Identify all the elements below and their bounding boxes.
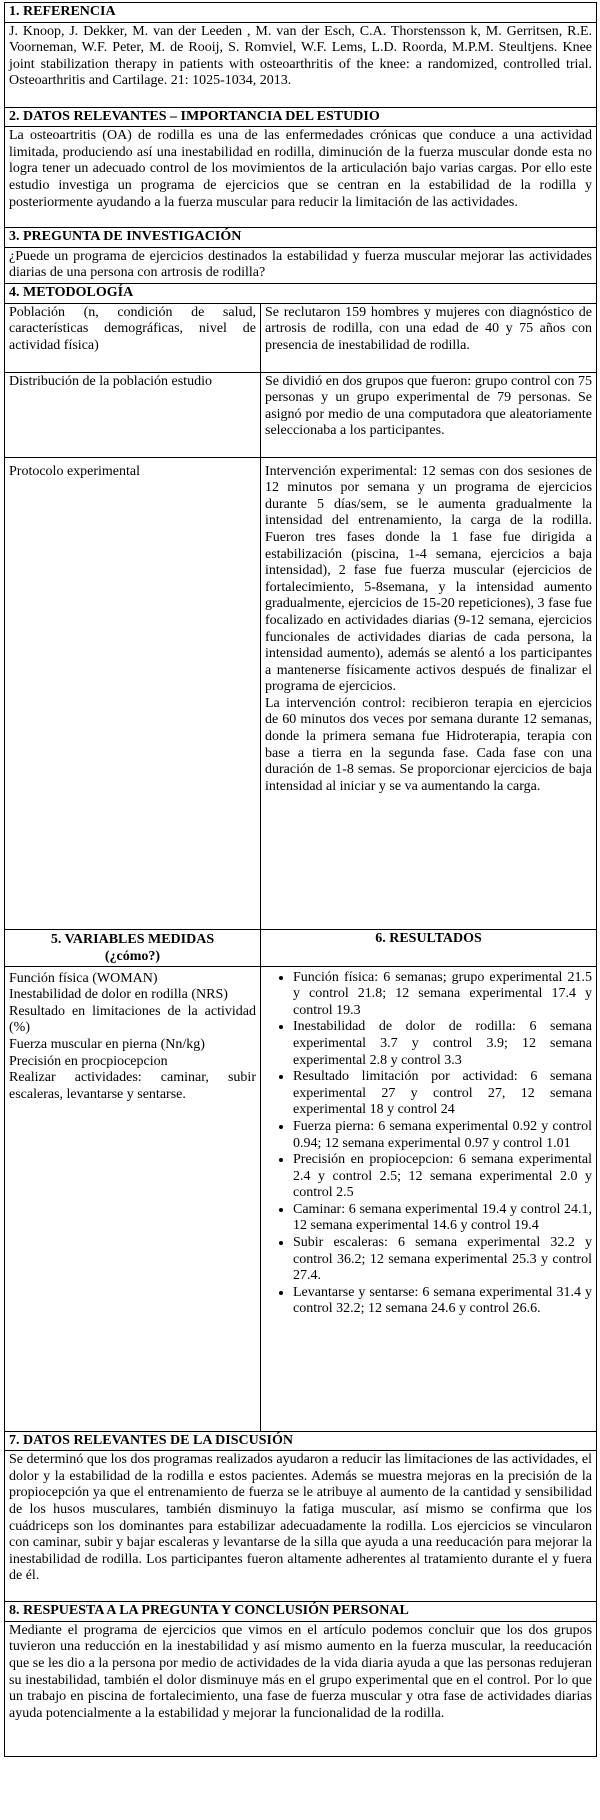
- result-item: • Inestabilidad de dolor de rodilla: 6 semana experimental 3.7 y control 3.9; 12 semana experimental 2.8 y control 3.3: [293, 1019, 592, 1069]
- section-pregunta-header: [5, 228, 597, 248]
- variable-item: Resultado en limitaciones de la actividad (%): [9, 1003, 256, 1036]
- section-conclusion-header: [5, 1602, 597, 1622]
- method-label: Protocolo experimental: [5, 457, 261, 929]
- question-text: ¿Puede un programa de ejercicios destinados la estabilidad y fuerza muscular mejorar las actividades diarias de una persona con artrosis de rodilla?: [5, 247, 597, 283]
- method-label: Distribución de la población estudio: [5, 372, 261, 457]
- section-pregunta-body: [5, 247, 597, 283]
- section-title: 8. RESPUESTA A LA PREGUNTA Y CONCLUSIÓN PERSONAL: [5, 1602, 597, 1622]
- result-item: • Resultado limitación por actividad: 6 semana experimental 27 y control 27, 12 semana experimental 18 y control 24: [293, 1069, 592, 1119]
- section-importancia-body: [5, 127, 597, 228]
- section-title: 7. DATOS RELEVANTES DE LA DISCUSIÓN: [5, 1431, 597, 1451]
- section-title: 1. REFERENCIA: [5, 3, 597, 23]
- result-item: • Fuerza pierna: 6 semana experimental 0.92 y control 0.94; 12 semana experimental 0.97 y control 1.01: [293, 1119, 592, 1152]
- variables-title-cell: [5, 929, 261, 966]
- section-title: 3. PREGUNTA DE INVESTIGACIÓN: [5, 228, 597, 248]
- method-value: Se dividió en dos grupos que fueron: grupo control con 75 personas y un grupo experimental de 79 personas. Se asignó por medio de una computadora que aleatoriamente seleccionaba a los participantes.: [261, 372, 597, 457]
- variable-item: Inestabilidad de dolor en rodilla (NRS): [9, 987, 228, 1003]
- method-row: [5, 457, 597, 929]
- section-referencia-body: [5, 22, 597, 107]
- results-cell: [261, 966, 597, 1431]
- variables-title: 5. VARIABLES MEDIDAS: [50, 931, 215, 947]
- summary-table: [4, 2, 597, 1757]
- method-value-cell: [261, 457, 597, 929]
- variables-results-header: [5, 929, 597, 966]
- method-row: [5, 303, 597, 372]
- section-title: 2. DATOS RELEVANTES – IMPORTANCIA DEL ESTUDIO: [5, 107, 597, 127]
- method-value: Se reclutaron 159 hombres y mujeres con diagnóstico de artrosis de rodilla, con una edad de 40 y 75 años con presencia de inestabilidad de rodilla.: [261, 303, 597, 372]
- section-referencia-header: [5, 3, 597, 23]
- experimental-protocol: Intervención experimental: 12 semas con dos sesiones de 12 minutos por semana y un programa de ejercicios durante 5 días/sem, se le aumenta gradualmente la intensidad del entrenamiento, la carga de la rodilla. Fueron tres fases donde la 1 fase fue dirigida a estabilización (piscina, 1-4 semana, ejercicios a baja intensidad), 2 fase fue fuerza muscular (ejercicios de fortalecimiento, 5-8semana, y la intensidad aumento gradualmente, ejercicios de 15-20 repeticiones), 3 fase fue focalizado en actividades diarias (9-12 semana, ejercicios funcionales de actividades diarias de cada persona, la intensidad aumento), además se alentó a los participantes a mantenerse físicamente activos después de finalizar el programa de ejercicios.: [265, 463, 593, 695]
- importance-text: La osteoartritis (OA) de rodilla es una de las enfermedades crónicas que conduce a una actividad limitada, produciendo así una inestabilidad en rodilla, diminución de la fuerza muscular donde esta no logra tener un adecuado control de los movimientos de la articulación bajo varias cargas. Por ello este estudio investiga un programa de ejercicios que se centran en la estabilidad de la rodilla y posteriormente ayudando a la fuerza muscular para reducir la limitación de las actividades.: [5, 127, 597, 228]
- section-metodologia-header: [5, 283, 597, 303]
- section-importancia-header: [5, 107, 597, 127]
- conclusion-text: Mediante el programa de ejercicios que vimos en el artículo podemos concluir que los dos grupos tuvieron una reducción en la inestabilidad y así mismo aumento en la fuerza muscular, la reeducación que se les dio a la persona por medio de actividades de la vida diaria ayuda a que las personas redujeran su inestabilidad, también el dolor disminuye más en el grupo experimental que en el control. Por lo que un trabajo en piscina de fortalecimiento, una fase de fuerza muscular y otra fase de actividades diarias ayuda potencialmente a la estabilidad y mejorar la funcionalidad de la rodilla.: [5, 1621, 597, 1756]
- variable-item: Realizar actividades: caminar, subir escaleras, levantarse y sentarse.: [9, 1070, 256, 1102]
- results-title: 6. RESULTADOS: [261, 929, 597, 966]
- method-row: [5, 372, 597, 457]
- variable-item: Fuerza muscular en pierna (Nn/kg): [9, 1036, 205, 1052]
- method-label: Población (n, condición de salud, características demográficas, nivel de actividad física): [5, 303, 261, 372]
- variable-item: Función física (WOMAN): [9, 970, 158, 986]
- variables-list: [5, 966, 261, 1431]
- section-conclusion-body: [5, 1621, 597, 1756]
- reference-text: J. Knoop, J. Dekker, M. van der Leeden , M. van der Esch, C.A. Thorstensson k, M. Gerritsen, R.E. Voorneman, W.F. Peter, M. de Rooij, S. Romviel, W.F. Lems, L.D. Roorda, M.P.M. Steultjens. Knee joint stabilization therapy in patients with osteoarthritis of the knee: a randomized, controlled trial. Osteoarthritis and Cartilage. 21: 1025-1034, 2013.: [5, 22, 597, 107]
- section-discusion-header: [5, 1431, 597, 1451]
- result-item: • Levantarse y sentarse: 6 semana experimental 31.4 y control 32.2; 12 semana 24.6 y control 26.6.: [293, 1285, 592, 1318]
- section-title: 4. METODOLOGÍA: [5, 283, 597, 303]
- result-item: • Subir escaleras: 6 semana experimental 32.2 y control 36.2; 12 semana experimental 25.3 y control 27.4.: [293, 1235, 592, 1285]
- document: [4, 2, 596, 1757]
- discussion-text: Se determinó que los dos programas realizados ayudaron a reducir las limitaciones de las actividades, el dolor y la estabilidad de la rodilla e estos pacientes. Además se muestra mejoras en la precisión de la propiocepción ya que el entrenamiento de fuerza se le atribuye al aumento de la cantidad y sensibilidad de los husos musculares, también disminuyo la fatiga muscular, así mismo se confirma que los cuádriceps son los dominantes para estabilizar adecuadamente la rodilla. Los ejercicios se vincularon con caminar, subir y bajar escaleras y levantarse de la silla que ayuda a una reeducación para mejorar la inestabilidad de rodilla. Los participantes fueron altamente adherentes al tratamiento durante el y fuera de él.: [5, 1451, 597, 1602]
- result-item: • Función física: 6 semanas; grupo experimental 21.5 y control 21.8; 12 semana experimental 17.4 y control 19.3: [293, 970, 592, 1020]
- results-list: [265, 970, 592, 1318]
- variables-results-body: [5, 966, 597, 1431]
- section-discusion-body: [5, 1451, 597, 1602]
- result-item: • Precisión en propiocepcion: 6 semana experimental 2.4 y control 2.5; 12 semana experimental 2.0 y control 2.5: [293, 1152, 592, 1202]
- variable-item: Precisión en procpiocepcion: [9, 1053, 168, 1069]
- result-item: • Caminar: 6 semana experimental 19.4 y control 24.1, 12 semana experimental 14.6 y control 19.4: [293, 1202, 592, 1235]
- variables-subtitle: (¿cómo?): [104, 948, 161, 964]
- control-protocol: La intervención control: recibieron terapia en ejercicios de 60 minutos dos veces por semana durante 12 semanas, donde la primera semana fue Hidroterapia, terapia con base a tierra en la segunda fase. Cada fase con una duración de 1-8 semas. Se proporcionar ejercicios de baja intensidad al iniciar y se va aumentando la carga.: [265, 695, 593, 794]
